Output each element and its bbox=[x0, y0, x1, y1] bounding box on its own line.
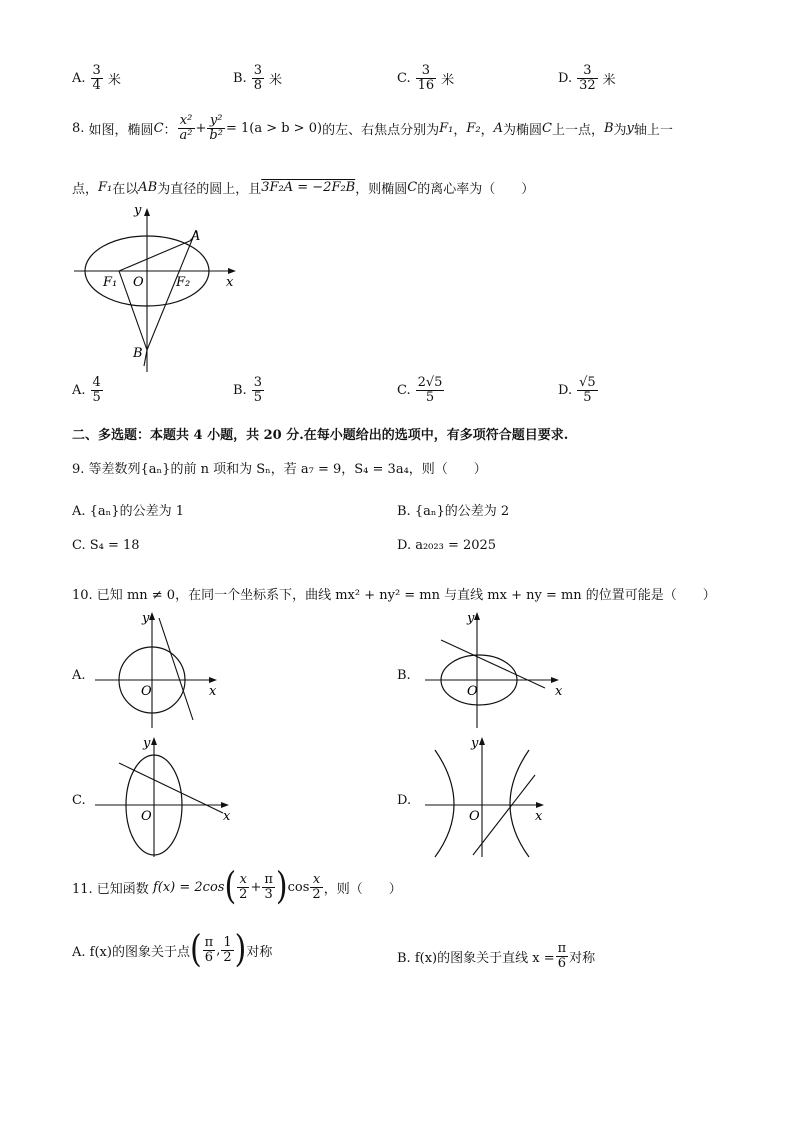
q10-stem: 10. 已知 mn ≠ 0，在同一个坐标系下，曲线 mx² + ny² = mn 与直线 mx + ny = mn 的位置可能是（ ） bbox=[72, 588, 716, 603]
q8-var: B bbox=[603, 120, 614, 136]
option-label: C. bbox=[397, 70, 411, 86]
q8-text: ： bbox=[163, 122, 177, 138]
q8-text: 为 bbox=[613, 122, 627, 138]
left-paren-glyph: ( bbox=[224, 864, 237, 909]
option-label: C. bbox=[397, 382, 411, 398]
q8-var: C bbox=[407, 180, 418, 195]
q11-plus: + bbox=[250, 879, 262, 895]
q10-graph-c bbox=[95, 735, 245, 860]
q8-text: 如图，椭圆 bbox=[88, 122, 154, 138]
q10-graph-a bbox=[95, 610, 225, 730]
q11-text: ，则（ ） bbox=[323, 881, 402, 897]
label-O: O bbox=[133, 275, 144, 290]
option-label: D. bbox=[558, 70, 573, 86]
q8-var: C bbox=[153, 120, 164, 136]
q8-text: 为椭圆 bbox=[502, 122, 542, 138]
label-y: y bbox=[134, 203, 142, 218]
q7-option-b[interactable] bbox=[233, 64, 282, 92]
q8-text: ， bbox=[480, 122, 494, 138]
q9-option-b[interactable]: B. {aₙ}的公差为 2 bbox=[397, 504, 510, 519]
q8-var: A bbox=[493, 120, 503, 136]
q8-option-d[interactable] bbox=[558, 376, 599, 404]
q11-stem bbox=[72, 864, 402, 909]
option-fraction: $\frac{3}{4}$ bbox=[92, 63, 101, 93]
option-unit: 米 bbox=[441, 72, 455, 88]
option-fraction: $\frac{3}{32}$ bbox=[579, 63, 596, 93]
q11-option-text: B. f(x)的图象关于直线 x = bbox=[397, 950, 555, 966]
q8-frac-y: $\frac{\text{y²}}{\text{b²}}$ bbox=[209, 113, 223, 143]
q8-eq: = 1(a > b > 0) bbox=[225, 120, 323, 136]
axis-y: y bbox=[471, 736, 479, 751]
axis-origin: O bbox=[141, 684, 152, 699]
option-unit: 米 bbox=[602, 72, 616, 88]
q11-frac-a: $\frac{x}{2}$ bbox=[239, 871, 248, 902]
axis-origin: O bbox=[141, 809, 152, 824]
q8-stem-line2 bbox=[72, 178, 534, 197]
option-unit: 米 bbox=[268, 72, 282, 88]
question-number: 8. bbox=[72, 120, 85, 136]
q8-vector-eq: 3F₂A = −2F₂B bbox=[261, 180, 356, 195]
right-paren-glyph: ) bbox=[234, 927, 247, 972]
q11-option-a[interactable] bbox=[72, 927, 273, 972]
label-A: A bbox=[191, 229, 201, 244]
option-label: B. bbox=[233, 382, 247, 398]
q8-var: y bbox=[626, 120, 634, 136]
option-label: A. bbox=[72, 382, 86, 398]
option-fraction: $\frac{√5}{5}$ bbox=[579, 375, 596, 405]
q8-var: C bbox=[541, 120, 552, 136]
axis-y: y bbox=[142, 611, 150, 626]
q10-graph-d bbox=[425, 735, 575, 860]
q8-option-c[interactable] bbox=[397, 376, 445, 404]
option-label: D. bbox=[558, 382, 573, 398]
option-label: B. bbox=[233, 70, 247, 86]
q8-text: 轴上一 bbox=[633, 122, 673, 138]
left-paren-glyph: ( bbox=[189, 927, 202, 972]
q11-text: 11. 已知函数 bbox=[72, 881, 149, 897]
q10-graph-b bbox=[425, 610, 575, 730]
q9-stem: 9. 等差数列{aₙ}的前 n 项和为 Sₙ，若 a₇ = 9，S₄ = 3a₄，则（ ） bbox=[72, 462, 487, 477]
q9-option-c[interactable]: C. S₄ = 18 bbox=[72, 538, 140, 553]
q8-text: ，则椭圆 bbox=[355, 182, 408, 197]
q7-option-d[interactable] bbox=[558, 64, 616, 92]
q10-option-a[interactable]: A. bbox=[72, 668, 86, 683]
option-fraction: $\frac{2√5}{5}$ bbox=[417, 375, 443, 405]
q8-stem-line1: 8. 如图，椭圆 C ： $\frac{\text{x²}}{\text{a²}}$ + $\frac{\text{y²}}{\text{b²}}$ = 1(a > b > 0) 的左、右焦点分别为 F₁ ， F₂ ， A 为椭圆 C 上一点， B 为 y 轴上一 bbox=[72, 113, 673, 143]
q11-option-frac: $\frac{1}{2}$ bbox=[223, 934, 232, 965]
q11-cos: cos bbox=[287, 879, 310, 895]
q11-function: f(x) = 2cos bbox=[152, 879, 225, 895]
right-paren-glyph: ) bbox=[275, 864, 288, 909]
q11-frac-b: $\frac{\pi}{3}$ bbox=[264, 871, 273, 902]
label-B: B bbox=[133, 346, 143, 361]
q9-option-d[interactable]: D. a₂₀₂₃ = 2025 bbox=[397, 538, 497, 553]
q8-text: ， bbox=[453, 122, 467, 138]
axis-x: x bbox=[555, 684, 563, 699]
q8-text: 上一点， bbox=[551, 122, 604, 138]
label-x: x bbox=[226, 275, 234, 290]
q8-option-a[interactable] bbox=[72, 376, 104, 404]
q10-option-b[interactable]: B. bbox=[397, 668, 411, 683]
q11-option-text: A. f(x)的图象关于点 bbox=[72, 944, 190, 960]
q8-text: 在以 bbox=[112, 182, 139, 197]
q11-frac-c: $\frac{x}{2}$ bbox=[312, 871, 321, 902]
q8-var: F₁ bbox=[439, 120, 454, 136]
q8-text: 的左、右焦点分别为 bbox=[322, 122, 440, 138]
q11-option-b[interactable] bbox=[397, 942, 595, 970]
q8-var: AB bbox=[138, 180, 158, 195]
q11-option-text: 对称 bbox=[246, 944, 273, 960]
q10-option-d[interactable]: D. bbox=[397, 793, 412, 808]
q9-option-a[interactable]: A. {aₙ}的公差为 1 bbox=[72, 504, 184, 519]
q10-option-c[interactable]: C. bbox=[72, 793, 86, 808]
axis-y: y bbox=[143, 736, 151, 751]
axis-x: x bbox=[223, 809, 231, 824]
q7-option-a[interactable] bbox=[72, 64, 121, 92]
option-label: A. bbox=[72, 70, 86, 86]
option-fraction: $\frac{3}{5}$ bbox=[253, 375, 262, 405]
axis-x: x bbox=[209, 684, 217, 699]
q11-option-text: 对称 bbox=[569, 950, 596, 966]
option-unit: 米 bbox=[107, 72, 121, 88]
axis-y: y bbox=[467, 611, 475, 626]
option-fraction: $\frac{4}{5}$ bbox=[92, 375, 101, 405]
q8-var: F₁ bbox=[98, 180, 113, 195]
q8-frac-x: $\frac{\text{x²}}{\text{a²}}$ bbox=[179, 113, 193, 143]
q8-var: F₂ bbox=[466, 120, 481, 136]
q8-text: 的离心率为（ ） bbox=[417, 182, 535, 197]
option-fraction: $\frac{3}{16}$ bbox=[417, 63, 435, 93]
option-fraction: $\frac{3}{8}$ bbox=[253, 63, 262, 93]
q11-comma: , bbox=[216, 942, 221, 958]
axis-origin: O bbox=[467, 684, 478, 699]
label-F2: F₂ bbox=[176, 275, 191, 290]
section-heading: 二、多选题：本题共 4 小题，共 20 分.在每小题给出的选项中，有多项符合题目要求. bbox=[72, 428, 569, 443]
label-F1: F₁ bbox=[103, 275, 118, 290]
q11-option-frac: $\frac{\pi}{6}$ bbox=[204, 934, 214, 965]
q8-option-b[interactable] bbox=[233, 376, 265, 404]
axis-origin: O bbox=[469, 809, 480, 824]
q8-ellipse-figure bbox=[70, 200, 250, 375]
axis-x: x bbox=[535, 809, 543, 824]
q8-text: 点， bbox=[72, 182, 99, 197]
q7-option-c[interactable] bbox=[397, 64, 454, 92]
q11-option-frac: $\frac{\pi}{6}$ bbox=[557, 941, 567, 971]
q8-text: 为直径的圆上，且 bbox=[157, 182, 262, 197]
